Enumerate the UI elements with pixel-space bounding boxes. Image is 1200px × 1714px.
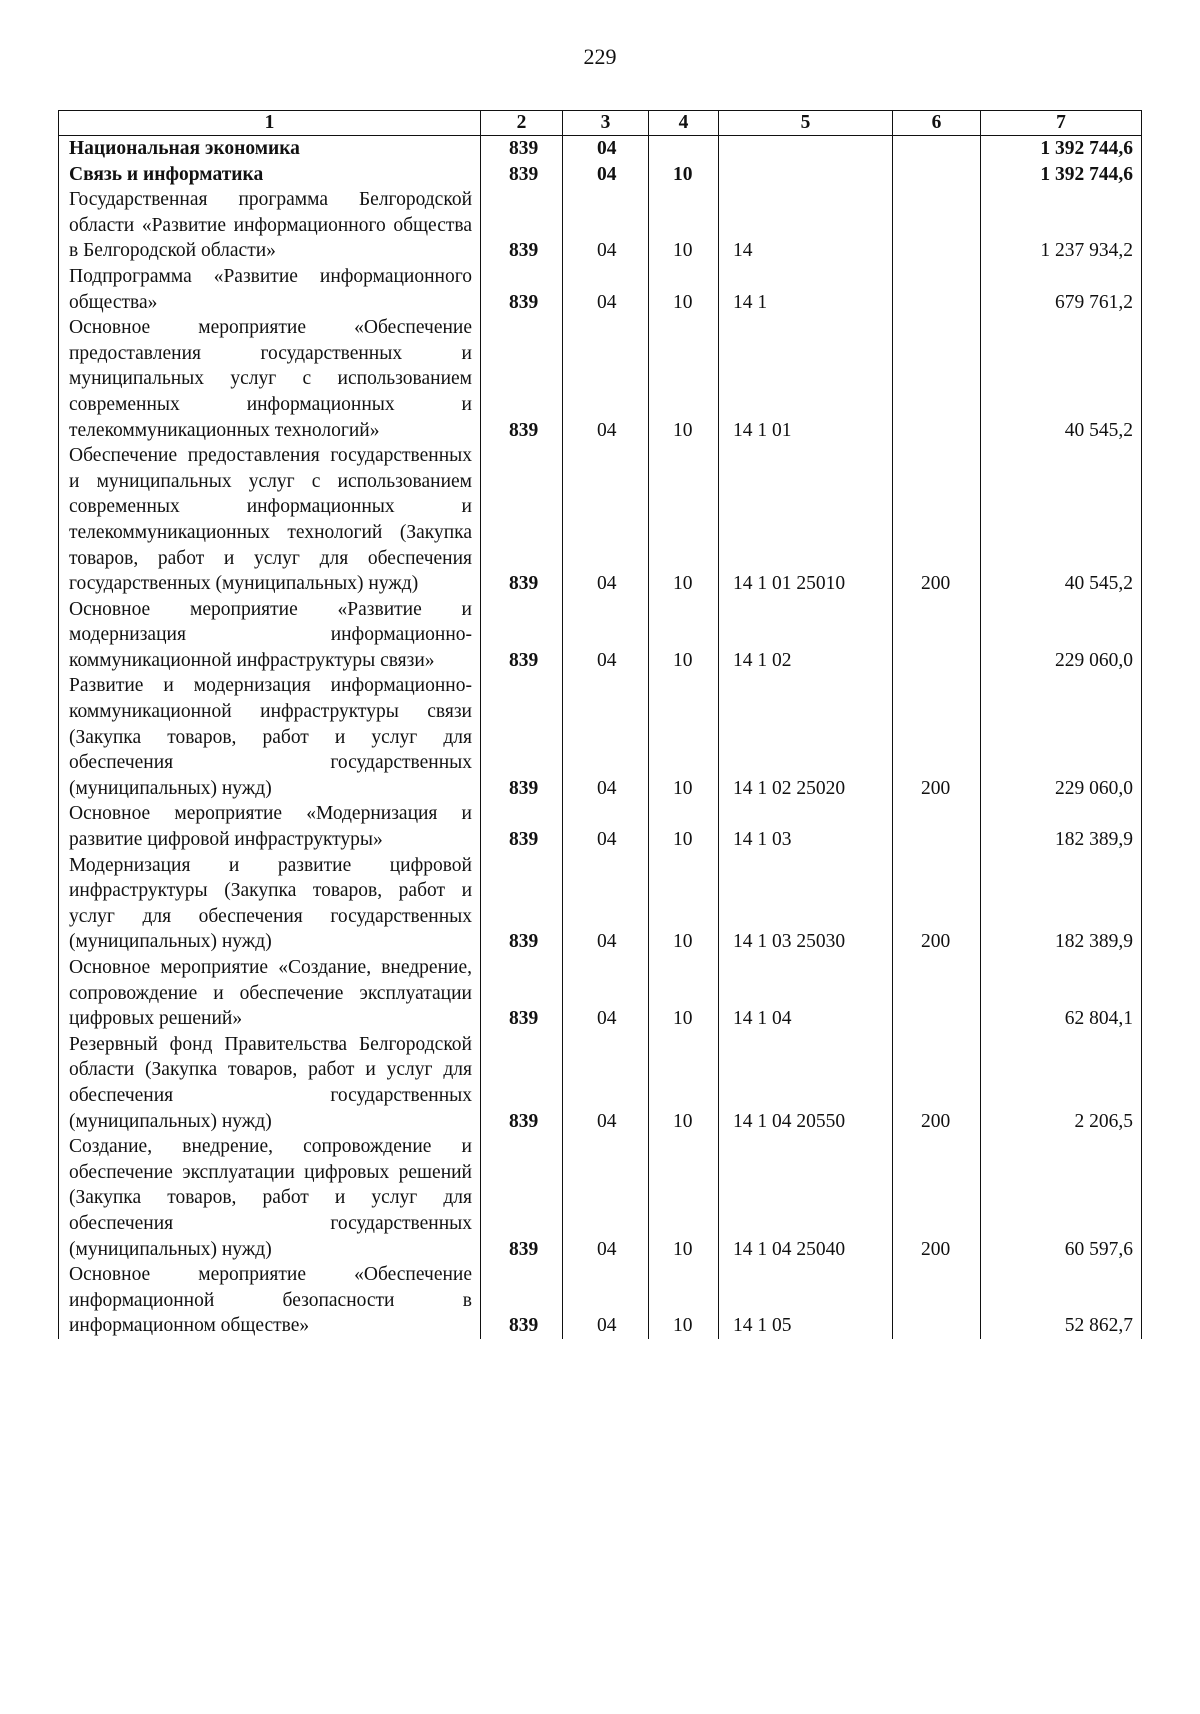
row-expense-type: 200 xyxy=(893,853,981,955)
row-admin-code: 839 xyxy=(481,801,563,852)
row-amount: 60 597,6 xyxy=(981,1134,1142,1262)
row-name: Государственная программа Белгородской области «Развитие информационного общества в Белгородской области» xyxy=(59,187,481,264)
row-name: Развитие и модернизация информационно-коммуникационной инфраструктуры связи (Закупка товаров, работ и услуг для обеспечения государственных (муниципальных) нужд) xyxy=(59,673,481,801)
row-section: 04 xyxy=(563,673,649,801)
row-target-article: 14 1 01 25010 xyxy=(719,443,893,597)
row-amount: 229 060,0 xyxy=(981,597,1142,674)
row-expense-type: 200 xyxy=(893,1134,981,1262)
row-name: Связь и информатика xyxy=(59,162,481,188)
row-target-article: 14 1 02 xyxy=(719,597,893,674)
row-admin-code: 839 xyxy=(481,443,563,597)
row-amount: 40 545,2 xyxy=(981,443,1142,597)
table-row xyxy=(59,801,1142,852)
row-subsection: 10 xyxy=(649,801,719,852)
row-amount: 229 060,0 xyxy=(981,673,1142,801)
row-admin-code: 839 xyxy=(481,597,563,674)
row-admin-code: 839 xyxy=(481,1032,563,1134)
row-name: Основное мероприятие «Развитие и модернизация информационно-коммуникационной инфраструктуры связи» xyxy=(59,597,481,674)
row-subsection: 10 xyxy=(649,264,719,315)
row-amount: 2 206,5 xyxy=(981,1032,1142,1134)
row-section: 04 xyxy=(563,315,649,443)
row-subsection: 10 xyxy=(649,162,719,188)
header-col-3: 3 xyxy=(563,111,649,136)
row-expense-type xyxy=(893,136,981,162)
row-section: 04 xyxy=(563,1134,649,1262)
row-target-article: 14 1 04 xyxy=(719,955,893,1032)
row-amount: 182 389,9 xyxy=(981,801,1142,852)
table-row xyxy=(59,1134,1142,1262)
table-row xyxy=(59,162,1142,188)
row-expense-type xyxy=(893,1262,981,1339)
row-name: Национальная экономика xyxy=(59,136,481,162)
row-subsection: 10 xyxy=(649,187,719,264)
row-expense-type: 200 xyxy=(893,443,981,597)
row-target-article: 14 1 xyxy=(719,264,893,315)
table-row xyxy=(59,187,1142,264)
budget-table-container xyxy=(58,110,1141,1339)
row-admin-code: 839 xyxy=(481,955,563,1032)
row-section: 04 xyxy=(563,162,649,188)
table-row xyxy=(59,853,1142,955)
row-target-article xyxy=(719,136,893,162)
row-section: 04 xyxy=(563,1032,649,1134)
row-amount: 1 392 744,6 xyxy=(981,136,1142,162)
row-expense-type xyxy=(893,315,981,443)
row-section: 04 xyxy=(563,1262,649,1339)
table-row xyxy=(59,955,1142,1032)
row-subsection: 10 xyxy=(649,315,719,443)
row-subsection: 10 xyxy=(649,1262,719,1339)
row-subsection: 10 xyxy=(649,1134,719,1262)
table-row xyxy=(59,1032,1142,1134)
row-name: Подпрограмма «Развитие информационного общества» xyxy=(59,264,481,315)
row-amount: 52 862,7 xyxy=(981,1262,1142,1339)
row-subsection: 10 xyxy=(649,597,719,674)
table-row xyxy=(59,315,1142,443)
row-subsection: 10 xyxy=(649,1032,719,1134)
row-section: 04 xyxy=(563,853,649,955)
row-admin-code: 839 xyxy=(481,315,563,443)
row-target-article: 14 1 04 25040 xyxy=(719,1134,893,1262)
row-admin-code: 839 xyxy=(481,1262,563,1339)
row-amount: 1 237 934,2 xyxy=(981,187,1142,264)
row-subsection: 10 xyxy=(649,853,719,955)
header-col-7: 7 xyxy=(981,111,1142,136)
row-subsection: 10 xyxy=(649,673,719,801)
row-subsection: 10 xyxy=(649,443,719,597)
row-expense-type: 200 xyxy=(893,1032,981,1134)
row-section: 04 xyxy=(563,597,649,674)
row-admin-code: 839 xyxy=(481,853,563,955)
table-body xyxy=(59,136,1142,1339)
table-row xyxy=(59,136,1142,162)
row-section: 04 xyxy=(563,955,649,1032)
header-col-4: 4 xyxy=(649,111,719,136)
row-target-article: 14 1 05 xyxy=(719,1262,893,1339)
row-target-article xyxy=(719,162,893,188)
row-expense-type xyxy=(893,264,981,315)
row-section: 04 xyxy=(563,187,649,264)
row-expense-type: 200 xyxy=(893,673,981,801)
table-row xyxy=(59,597,1142,674)
header-col-2: 2 xyxy=(481,111,563,136)
row-name: Основное мероприятие «Обеспечение информационной безопасности в информационном обществе» xyxy=(59,1262,481,1339)
row-target-article: 14 xyxy=(719,187,893,264)
table-row xyxy=(59,673,1142,801)
table-row xyxy=(59,1262,1142,1339)
row-admin-code: 839 xyxy=(481,136,563,162)
row-subsection xyxy=(649,136,719,162)
header-col-5: 5 xyxy=(719,111,893,136)
budget-table xyxy=(58,110,1142,1339)
row-admin-code: 839 xyxy=(481,673,563,801)
row-name: Обеспечение предоставления государственных и муниципальных услуг с использованием современных информационных и телекоммуникационных технологий (Закупка товаров, работ и услуг для обеспечения государственных (муниципальных) нужд) xyxy=(59,443,481,597)
row-expense-type xyxy=(893,801,981,852)
row-admin-code: 839 xyxy=(481,1134,563,1262)
table-header-row xyxy=(59,111,1142,136)
row-admin-code: 839 xyxy=(481,162,563,188)
row-name: Основное мероприятие «Обеспечение предоставления государственных и муниципальных услуг с использованием современных информационных и телекоммуникационных технологий» xyxy=(59,315,481,443)
row-name: Модернизация и развитие цифровой инфраструктуры (Закупка товаров, работ и услуг для обеспечения государственных (муниципальных) нужд) xyxy=(59,853,481,955)
table-row xyxy=(59,264,1142,315)
row-target-article: 14 1 02 25020 xyxy=(719,673,893,801)
row-name: Основное мероприятие «Модернизация и развитие цифровой инфраструктуры» xyxy=(59,801,481,852)
row-target-article: 14 1 04 20550 xyxy=(719,1032,893,1134)
row-admin-code: 839 xyxy=(481,187,563,264)
row-expense-type xyxy=(893,955,981,1032)
row-subsection: 10 xyxy=(649,955,719,1032)
row-admin-code: 839 xyxy=(481,264,563,315)
row-name: Резервный фонд Правительства Белгородской области (Закупка товаров, работ и услуг для обеспечения государственных (муниципальных) нужд) xyxy=(59,1032,481,1134)
row-section: 04 xyxy=(563,136,649,162)
row-amount: 1 392 744,6 xyxy=(981,162,1142,188)
row-target-article: 14 1 03 xyxy=(719,801,893,852)
row-section: 04 xyxy=(563,264,649,315)
header-col-1: 1 xyxy=(59,111,481,136)
page-number: 229 xyxy=(583,44,617,69)
row-name: Создание, внедрение, сопровождение и обеспечение эксплуатации цифровых решений (Закупка товаров, работ и услуг для обеспечения государственных (муниципальных) нужд) xyxy=(59,1134,481,1262)
row-target-article: 14 1 01 xyxy=(719,315,893,443)
row-expense-type xyxy=(893,597,981,674)
row-amount: 62 804,1 xyxy=(981,955,1142,1032)
row-expense-type xyxy=(893,187,981,264)
header-col-6: 6 xyxy=(893,111,981,136)
row-section: 04 xyxy=(563,801,649,852)
row-target-article: 14 1 03 25030 xyxy=(719,853,893,955)
table-row xyxy=(59,443,1142,597)
row-amount: 679 761,2 xyxy=(981,264,1142,315)
row-section: 04 xyxy=(563,443,649,597)
row-amount: 182 389,9 xyxy=(981,853,1142,955)
row-amount: 40 545,2 xyxy=(981,315,1142,443)
row-name: Основное мероприятие «Создание, внедрение, сопровождение и обеспечение эксплуатации цифровых решений» xyxy=(59,955,481,1032)
row-expense-type xyxy=(893,162,981,188)
